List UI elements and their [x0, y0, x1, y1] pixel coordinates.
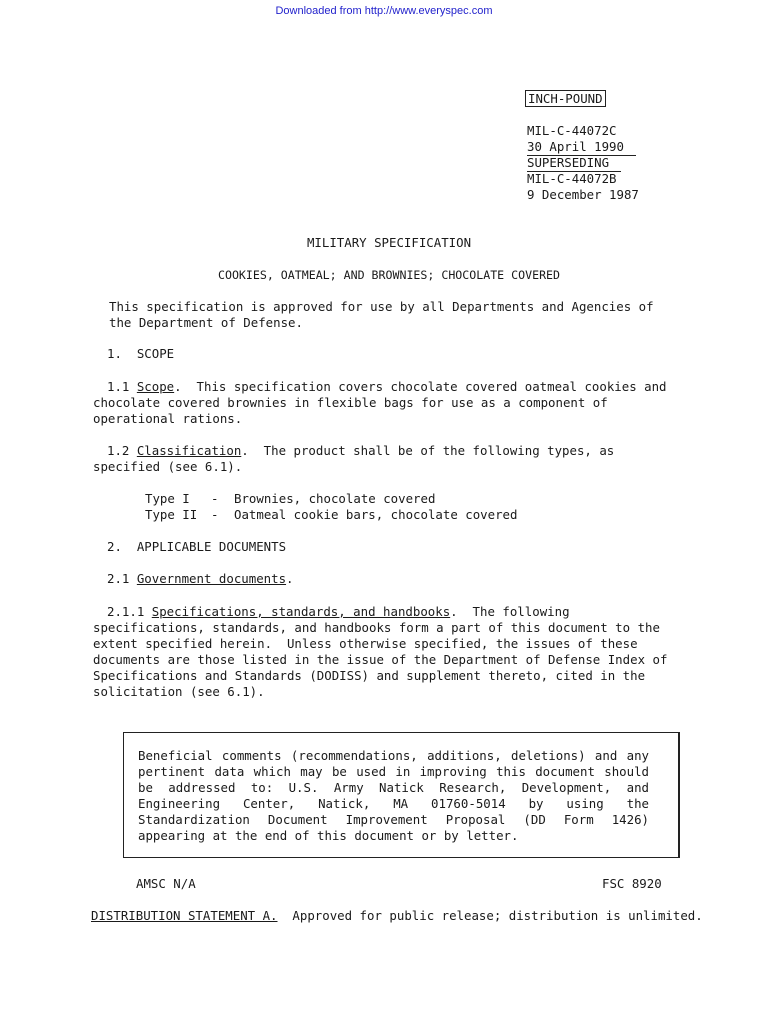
download-banner[interactable] — [0, 3, 768, 19]
type-row: Type I - Brownies, chocolate covered — [145, 491, 436, 506]
type-row: Type II - Oatmeal cookie bars, chocolate covered — [145, 507, 518, 522]
doc-title: MILITARY SPECIFICATION — [306, 235, 472, 250]
supersede-label: SUPERSEDING — [527, 155, 621, 172]
section-2-1-1-line-2: specifications, standards, and handbooks form a part of this document to the — [93, 620, 660, 635]
section-1-2-title: Classification — [136, 443, 242, 458]
superseded-number: MIL-C-44072B — [527, 171, 617, 186]
superseded-date: 9 December 1987 — [527, 187, 639, 202]
section-2-1-1-line-6: solicitation (see 6.1). — [93, 684, 265, 699]
fsc-label: FSC 8920 — [602, 876, 662, 891]
section-1-1-line-2: chocolate covered brownies in flexible bags for use as a component of — [93, 395, 608, 410]
section-1-2-line-1: 1.2 Classification. The product shall be of the following types, as — [107, 443, 615, 458]
section-1-2-line-2: specified (see 6.1). — [93, 459, 243, 474]
section-1-1-line-3: operational rations. — [93, 411, 243, 426]
intro-line-1: This specification is approved for use by all Departments and Agencies of — [109, 299, 654, 314]
intro-line-2: the Department of Defense. — [109, 315, 303, 330]
section-2-1-1-line-4: documents are those listed in the issue of the Department of Defense Index of — [93, 652, 668, 667]
section-1-1-title: Scope — [136, 379, 175, 394]
amsc-label: AMSC N/A — [136, 876, 196, 891]
section-2-1-1-line-3: extent specified herein. Unless otherwise specified, the issues of these — [93, 636, 638, 651]
download-link[interactable]: Downloaded from http://www.everyspec.com — [275, 5, 493, 17]
doc-subtitle: COOKIES, OATMEAL; AND BROWNIES; CHOCOLATE COVERED — [217, 268, 561, 282]
distribution-label: DISTRIBUTION STATEMENT A. — [91, 908, 278, 923]
distribution-statement: DISTRIBUTION STATEMENT A. Approved for public release; distribution is unlimited. — [91, 908, 703, 923]
section-1-1-line-1: 1.1 Scope. This specification covers chocolate covered oatmeal cookies and — [107, 379, 667, 394]
comments-notice-box — [123, 732, 680, 858]
section-2-1-title: Government documents — [136, 571, 287, 586]
inch-pound-label: INCH-POUND — [525, 91, 606, 107]
section-2-heading: 2. APPLICABLE DOCUMENTS — [107, 539, 287, 554]
doc-number: MIL-C-44072C — [527, 123, 617, 138]
section-1-heading: 1. SCOPE — [107, 346, 175, 361]
section-2-1-1-line-1: 2.1.1 Specifications, standards, and handbooks. The following — [107, 604, 570, 619]
section-2-1-1-title: Specifications, standards, and handbooks — [151, 604, 451, 619]
section-2-1-line: 2.1 Government documents. — [107, 571, 294, 586]
comments-notice-text: Beneficial comments (recommendations, additions, deletions) and any pertinent data which may be used in improving this document should be addressed to: U.S. Army Natick Research, Development, and Engineering Center, Natick, MA 01760-5014 by using the Standardization Document Improvement Proposal (DD Form 1426) appearing at the end of this document or by letter. — [138, 748, 649, 843]
doc-date: 30 April 1990 — [527, 139, 636, 156]
section-2-1-1-line-5: Specifications and Standards (DODISS) and supplement thereto, cited in the — [93, 668, 646, 683]
